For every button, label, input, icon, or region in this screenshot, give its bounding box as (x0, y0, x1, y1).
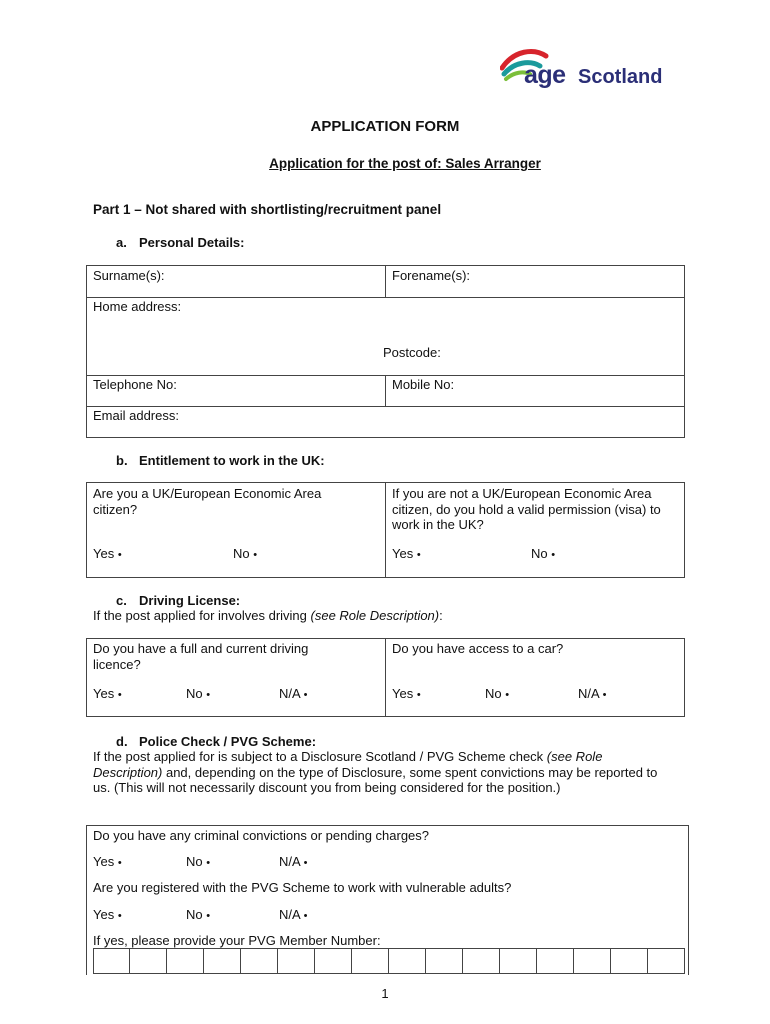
pvg-digit-box[interactable] (426, 948, 463, 974)
licence-yes-option[interactable]: Yes • (93, 686, 122, 701)
visa-yes-option[interactable]: Yes • (392, 546, 421, 561)
section-a-heading: a. Personal Details: (116, 235, 245, 250)
uk-citizen-question: Are you a UK/European Economic Area citizen? (93, 486, 322, 517)
licence-no-option[interactable]: No • (186, 686, 211, 701)
page-subtitle: Application for the post of: Sales Arranger (269, 156, 541, 171)
visa-no-option[interactable]: No • (531, 546, 556, 561)
car-yes-option[interactable]: Yes • (392, 686, 421, 701)
convictions-question: Do you have any criminal convictions or pending charges? (93, 828, 430, 843)
page-title: APPLICATION FORM (310, 118, 460, 135)
postcode-field[interactable]: Postcode: (383, 345, 441, 360)
part-heading: Part 1 – Not shared with shortlisting/recruitment panel (93, 202, 442, 217)
pvg-digit-box[interactable] (500, 948, 537, 974)
car-na-option[interactable]: N/A • (578, 686, 607, 701)
convictions-na-option[interactable]: N/A • (279, 854, 308, 869)
pvg-digit-box[interactable] (130, 948, 167, 974)
personal-details-table (86, 265, 685, 438)
mobile-field[interactable]: Mobile No: (392, 377, 455, 392)
pvg-registered-question: Are you registered with the PVG Scheme to work with vulnerable adults? (93, 880, 512, 895)
car-access-question: Do you have access to a car? (392, 641, 564, 656)
pvg-digit-box[interactable] (167, 948, 204, 974)
section-d-intro: If the post applied for is subject to a Disclosure Scotland / PVG Scheme check (see Role Description) and, depending on the type of Disclosure, some spent convictions may be reported to us. (This will not necessarily discount you from being considered for the position.) (93, 749, 658, 795)
pvg-digit-box[interactable] (241, 948, 278, 974)
pvg-digit-box[interactable] (352, 948, 389, 974)
driving-table (86, 638, 685, 717)
driving-licence-question: Do you have a full and current driving licence? (93, 641, 309, 672)
uk-citizen-no-option[interactable]: No • (233, 546, 258, 561)
convictions-yes-option[interactable]: Yes • (93, 854, 122, 869)
section-d-heading: d. Police Check / PVG Scheme: (116, 734, 317, 749)
pvg-na-option[interactable]: N/A • (279, 907, 308, 922)
pvg-digit-box[interactable] (648, 948, 685, 974)
pvg-no-option[interactable]: No • (186, 907, 211, 922)
pvg-member-number-boxes (93, 948, 685, 974)
pvg-digit-box[interactable] (278, 948, 315, 974)
telephone-field[interactable]: Telephone No: (93, 377, 177, 392)
section-c-intro: If the post applied for involves driving (see Role Description): (93, 608, 443, 623)
pvg-digit-box[interactable] (389, 948, 426, 974)
logo-age-text: age (524, 61, 566, 89)
home-address-field[interactable]: Home address: (93, 299, 182, 314)
pvg-yes-option[interactable]: Yes • (93, 907, 122, 922)
uk-citizen-yes-option[interactable]: Yes • (93, 546, 122, 561)
car-no-option[interactable]: No • (485, 686, 510, 701)
logo-scotland-text: Scotland (578, 66, 663, 88)
visa-question: If you are not a UK/European Economic Area citizen, do you hold a valid permission (visa) to work in the UK? (392, 486, 661, 532)
section-c-heading: c. Driving License: (116, 593, 241, 608)
convictions-no-option[interactable]: No • (186, 854, 211, 869)
pvg-digit-box[interactable] (537, 948, 574, 974)
pvg-digit-box[interactable] (574, 948, 611, 974)
pvg-number-question: If yes, please provide your PVG Member Number: (93, 933, 381, 948)
licence-na-option[interactable]: N/A • (279, 686, 308, 701)
surname-field[interactable]: Surname(s): (93, 268, 165, 283)
pvg-digit-box[interactable] (93, 948, 130, 974)
pvg-digit-box[interactable] (204, 948, 241, 974)
email-field[interactable]: Email address: (93, 408, 179, 423)
page-number: 1 (381, 986, 389, 1001)
section-b-heading: b. Entitlement to work in the UK: (116, 453, 325, 468)
age-scotland-logo (500, 46, 680, 98)
forename-field[interactable]: Forename(s): (392, 268, 471, 283)
pvg-digit-box[interactable] (463, 948, 500, 974)
work-entitlement-table (86, 482, 685, 578)
pvg-digit-box[interactable] (315, 948, 352, 974)
pvg-table (86, 825, 689, 975)
pvg-digit-box[interactable] (611, 948, 648, 974)
